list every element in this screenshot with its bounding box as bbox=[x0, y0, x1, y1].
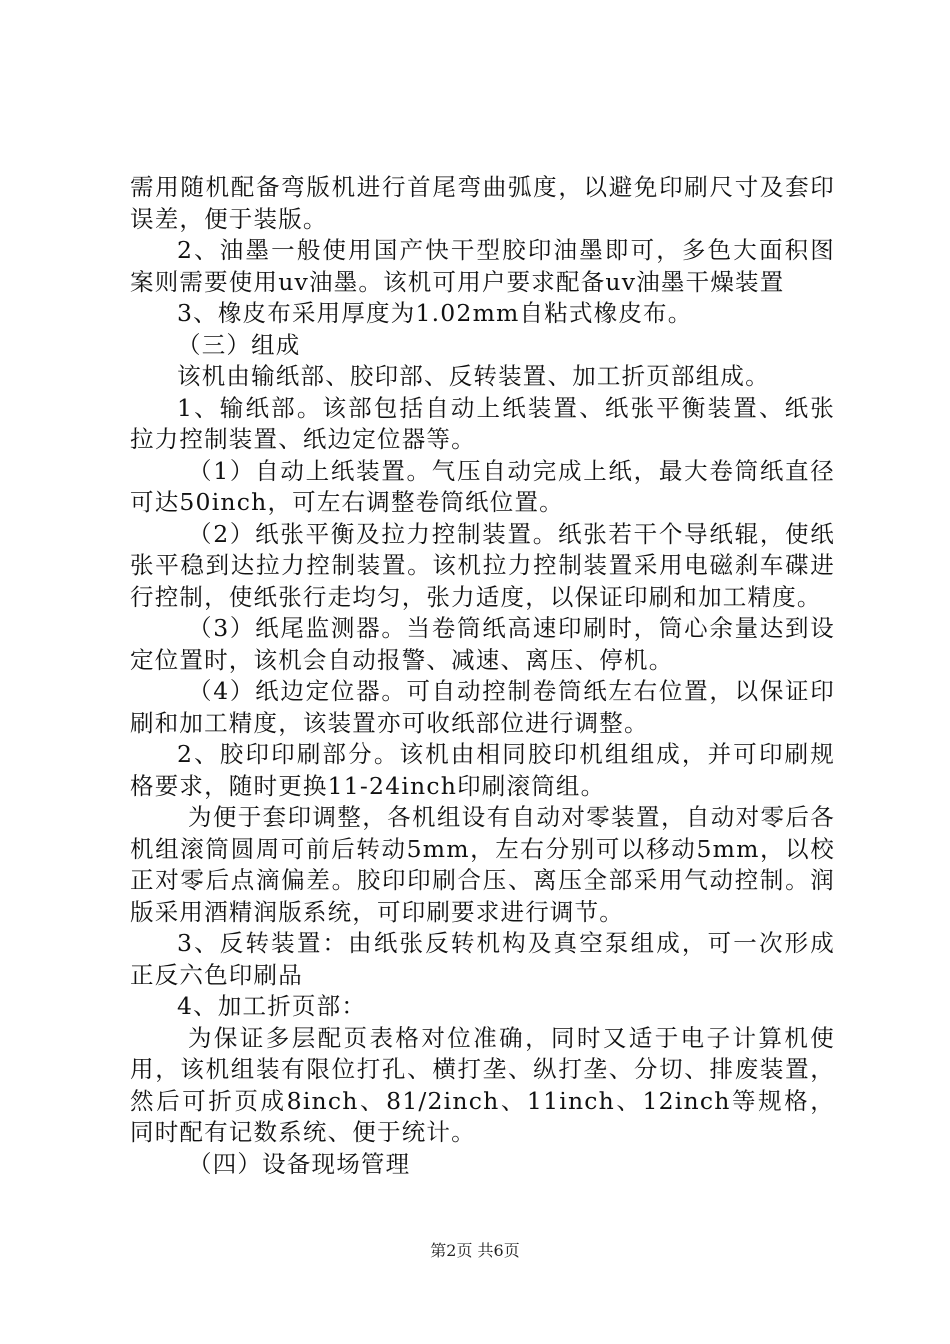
paragraph-10: （4）纸边定位器。可自动控制卷筒纸左右位置，以保证印刷和加工精度，该装置亦可收纸部位进行调整。 bbox=[130, 677, 835, 737]
paragraph-7: （1）自动上纸装置。气压自动完成上纸，最大卷筒纸直径可达50inch，可左右调整卷筒纸位置。 bbox=[130, 456, 835, 516]
paragraph-13: 3、反转装置：由纸张反转机构及真空泵组成，可一次形成正反六色印刷品 bbox=[130, 929, 835, 989]
paragraph-3: 3、橡皮布采用厚度为1.02mm自粘式橡皮布。 bbox=[177, 299, 693, 327]
section-heading-site-management: （四）设备现场管理 bbox=[188, 1149, 411, 1178]
paragraph-8: （2）纸张平衡及拉力控制装置。纸张若干个导纸辊，使纸张平稳到达拉力控制装置。该机拉力控制装置采用电磁刹车碟进行控制，使纸张行走均匀，张力适度，以保证印刷和加工精度。 bbox=[130, 519, 835, 611]
paragraph-14: 4、加工折页部： bbox=[177, 992, 367, 1020]
paragraph-2: 2、油墨一般使用国产快干型胶印油墨即可，多色大面积图案则需要使用uv油墨。该机可用户要求配备uv油墨干燥装置 bbox=[130, 236, 835, 296]
paragraph-1: 需用随机配备弯版机进行首尾弯曲弧度，以避免印刷尺寸及套印误差，便于装版。 bbox=[130, 173, 835, 233]
page-number-label: 第2页 共6页 bbox=[430, 1241, 520, 1260]
document-body bbox=[130, 172, 835, 1180]
paragraph-9: （3）纸尾监测器。当卷筒纸高速印刷时，筒心余量达到设定位置时，该机会自动报警、减速、离压、停机。 bbox=[130, 614, 835, 674]
paragraph-11: 2、胶印印刷部分。该机由相同胶印机组组成，并可印刷规格要求，随时更换11-24inch印刷滚筒组。 bbox=[130, 740, 835, 800]
paragraph-15: 为保证多层配页表格对位准确，同时又适于电子计算机使用，该机组装有限位打孔、横打垄、纵打垄、分切、排废装置，然后可折页成8inch、81/2inch、11inch、12inch等规格，同时配有记数系统、便于统计。 bbox=[130, 1023, 835, 1146]
paragraph-6: 1、输纸部。该部包括自动上纸装置、纸张平衡装置、纸张拉力控制装置、纸边定位器等。 bbox=[130, 393, 835, 453]
paragraph-5: 该机由输纸部、胶印部、反转装置、加工折页部组成。 bbox=[177, 362, 770, 390]
paragraph-12: 为便于套印调整，各机组设有自动对零装置，自动对零后各机组滚筒圆周可前后转动5mm，左右分别可以移动5mm，以校正对零后点滴偏差。胶印印刷合压、离压全部采用气动控制。润版采用酒精润版系统，可印刷要求进行调节。 bbox=[130, 803, 835, 926]
section-heading-composition: （三）组成 bbox=[177, 330, 301, 359]
page-footer bbox=[0, 1240, 950, 1262]
